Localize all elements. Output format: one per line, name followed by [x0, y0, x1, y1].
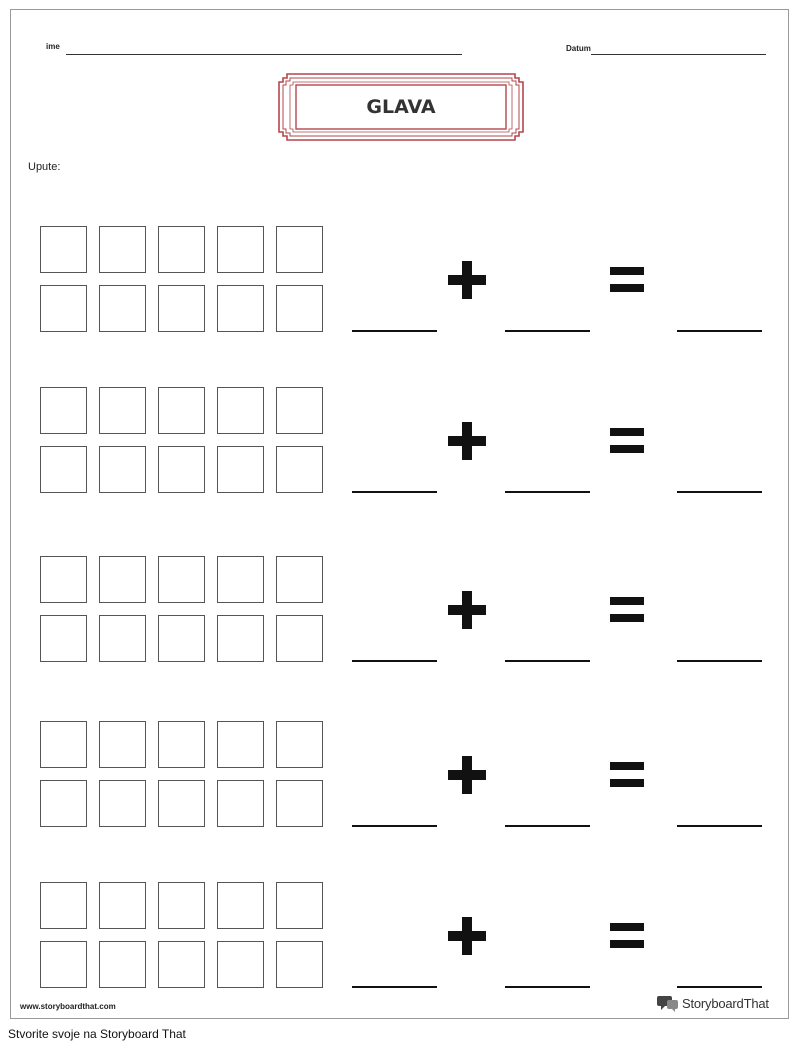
- counting-box[interactable]: [217, 941, 264, 988]
- counting-box[interactable]: [217, 387, 264, 434]
- sum-answer-line[interactable]: [677, 491, 762, 493]
- counting-box[interactable]: [276, 615, 323, 662]
- counting-box[interactable]: [40, 285, 87, 332]
- plus-sign: [448, 422, 486, 460]
- counting-box[interactable]: [276, 941, 323, 988]
- counting-box[interactable]: [158, 556, 205, 603]
- counting-box[interactable]: [40, 556, 87, 603]
- counting-box[interactable]: [217, 721, 264, 768]
- addend-1-answer-line[interactable]: [352, 330, 437, 332]
- problem-row: [11, 226, 790, 336]
- counting-box[interactable]: [276, 780, 323, 827]
- counting-box[interactable]: [158, 285, 205, 332]
- problem-row: [11, 882, 790, 992]
- counting-box[interactable]: [158, 882, 205, 929]
- counting-box[interactable]: [276, 882, 323, 929]
- counting-box[interactable]: [276, 387, 323, 434]
- counting-box[interactable]: [99, 780, 146, 827]
- brand-name: StoryboardThat: [682, 995, 769, 1011]
- addend-1-answer-line[interactable]: [352, 986, 437, 988]
- sum-answer-line[interactable]: [677, 986, 762, 988]
- sum-answer-line[interactable]: [677, 330, 762, 332]
- addend-2-answer-line[interactable]: [505, 825, 590, 827]
- counting-box[interactable]: [99, 285, 146, 332]
- counting-box[interactable]: [158, 446, 205, 493]
- counting-box[interactable]: [217, 556, 264, 603]
- counting-box[interactable]: [217, 882, 264, 929]
- problem-row: [11, 387, 790, 497]
- plus-sign: [448, 917, 486, 955]
- counting-box[interactable]: [217, 285, 264, 332]
- counting-box[interactable]: [99, 556, 146, 603]
- name-field-line[interactable]: [66, 54, 462, 55]
- footer-url: www.storyboardthat.com: [20, 1002, 116, 1011]
- counting-box[interactable]: [158, 941, 205, 988]
- counting-box[interactable]: [276, 226, 323, 273]
- counting-box[interactable]: [217, 226, 264, 273]
- counting-box[interactable]: [99, 721, 146, 768]
- addend-2-answer-line[interactable]: [505, 660, 590, 662]
- counting-box[interactable]: [99, 446, 146, 493]
- counting-box[interactable]: [276, 285, 323, 332]
- date-field-line[interactable]: [591, 54, 766, 55]
- counting-box[interactable]: [276, 721, 323, 768]
- counting-box[interactable]: [217, 446, 264, 493]
- counting-box[interactable]: [40, 780, 87, 827]
- speech-bubbles-icon: [657, 993, 679, 1013]
- addend-2-answer-line[interactable]: [505, 986, 590, 988]
- sum-answer-line[interactable]: [677, 660, 762, 662]
- plus-sign: [448, 756, 486, 794]
- counting-box[interactable]: [158, 387, 205, 434]
- counting-box[interactable]: [40, 721, 87, 768]
- name-label: ime: [46, 42, 60, 51]
- equals-sign: [610, 597, 644, 623]
- addend-2-answer-line[interactable]: [505, 491, 590, 493]
- plus-sign: [448, 261, 486, 299]
- counting-box[interactable]: [40, 226, 87, 273]
- counting-box[interactable]: [158, 615, 205, 662]
- counting-box[interactable]: [158, 226, 205, 273]
- instructions-label: Upute:: [28, 161, 61, 173]
- counting-box[interactable]: [99, 882, 146, 929]
- counting-box[interactable]: [99, 615, 146, 662]
- plus-sign: [448, 591, 486, 629]
- addend-1-answer-line[interactable]: [352, 491, 437, 493]
- counting-box[interactable]: [99, 226, 146, 273]
- counting-box[interactable]: [99, 387, 146, 434]
- counting-box[interactable]: [217, 615, 264, 662]
- brand-logo: [657, 993, 769, 1013]
- counting-box[interactable]: [99, 941, 146, 988]
- addend-1-answer-line[interactable]: [352, 660, 437, 662]
- addend-1-answer-line[interactable]: [352, 825, 437, 827]
- equals-sign: [610, 762, 644, 788]
- counting-box[interactable]: [40, 446, 87, 493]
- counting-box[interactable]: [40, 387, 87, 434]
- page-caption: Stvorite svoje na Storyboard That: [8, 1027, 186, 1041]
- worksheet-title: GLAVA: [366, 96, 436, 118]
- problem-row: [11, 556, 790, 666]
- worksheet-page: [10, 9, 789, 1019]
- counting-box[interactable]: [276, 556, 323, 603]
- problem-row: [11, 721, 790, 831]
- counting-box[interactable]: [158, 721, 205, 768]
- counting-box[interactable]: [158, 780, 205, 827]
- counting-box[interactable]: [217, 780, 264, 827]
- counting-box[interactable]: [40, 882, 87, 929]
- equals-sign: [610, 923, 644, 949]
- counting-box[interactable]: [40, 615, 87, 662]
- date-label: Datum: [566, 44, 591, 53]
- equals-sign: [610, 267, 644, 293]
- equals-sign: [610, 428, 644, 454]
- addend-2-answer-line[interactable]: [505, 330, 590, 332]
- counting-box[interactable]: [276, 446, 323, 493]
- sum-answer-line[interactable]: [677, 825, 762, 827]
- counting-box[interactable]: [40, 941, 87, 988]
